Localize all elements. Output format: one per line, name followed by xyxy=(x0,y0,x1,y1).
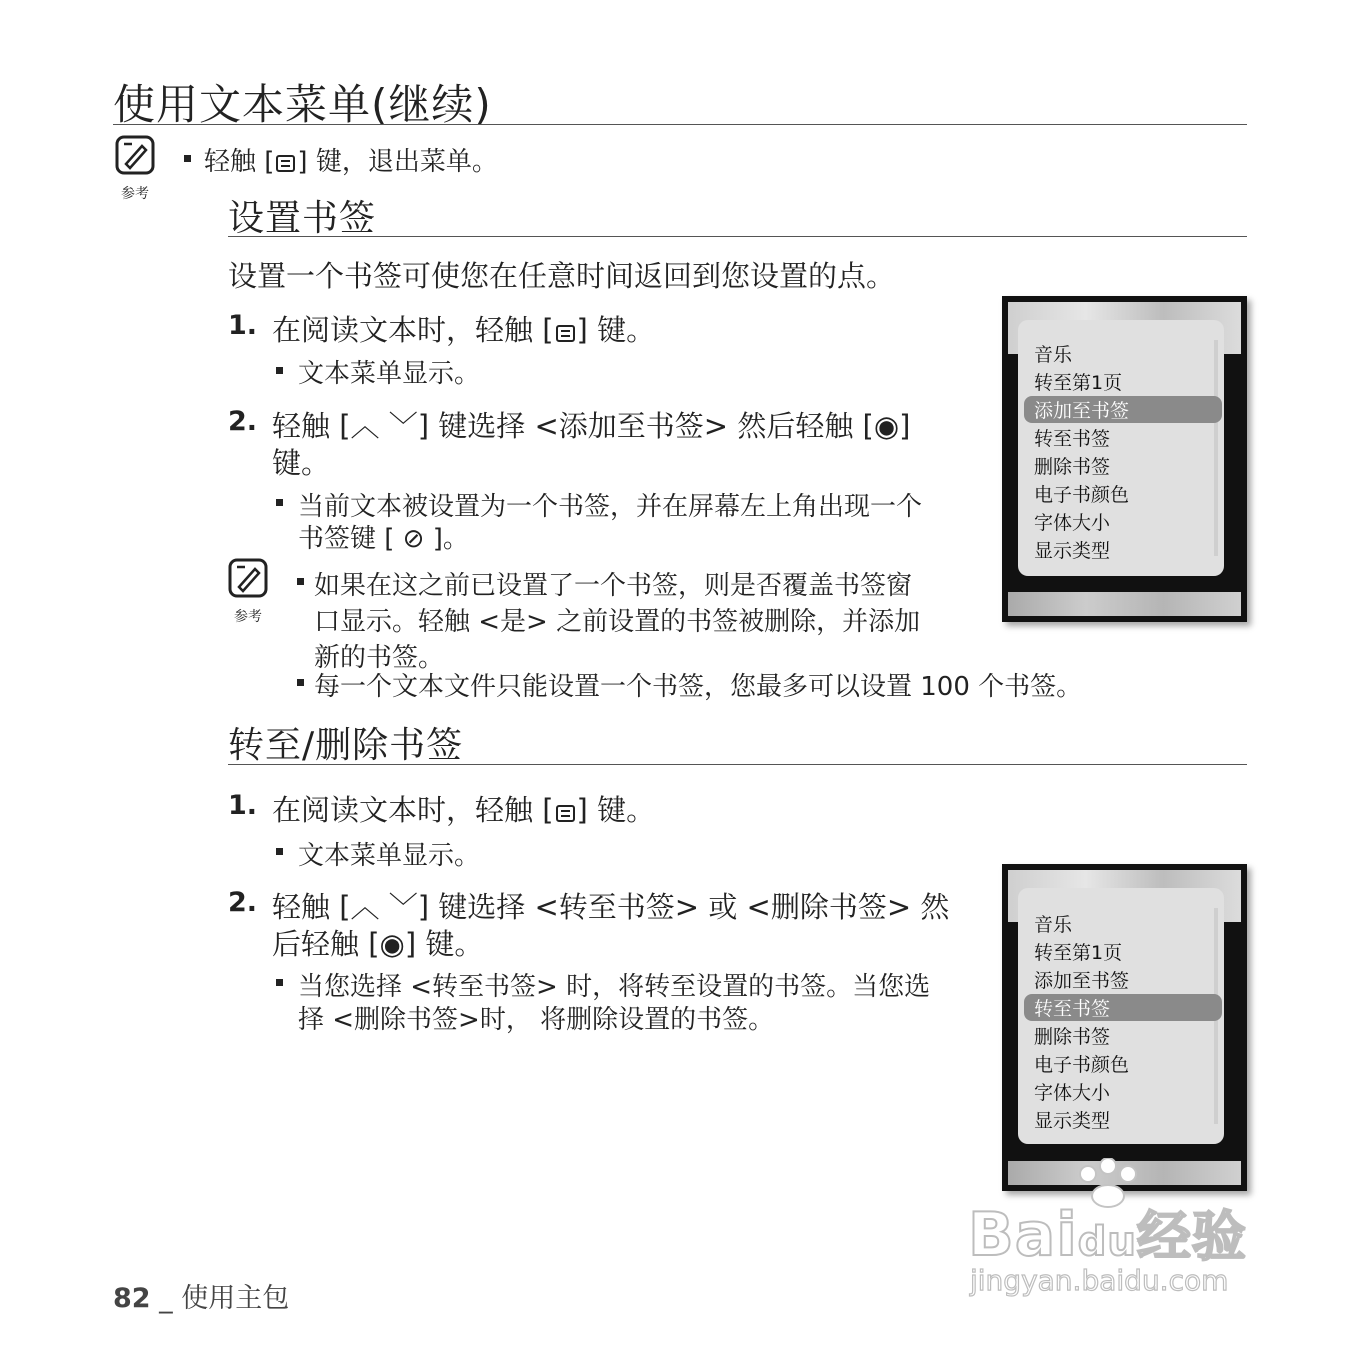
s2-step1-text: 在阅读文本时，轻触 [ ] 键。 xyxy=(272,793,656,827)
watermark-brand-cn: 经验 xyxy=(1136,1205,1247,1268)
page-title: 使用文本菜单(继续) xyxy=(113,80,492,129)
menu-item-goto-page1[interactable]: 转至第1页 xyxy=(1034,372,1123,394)
s2-step1-bullet: 文本菜单显示。 xyxy=(298,841,481,871)
bullet xyxy=(276,979,283,986)
device-screen-1 xyxy=(1002,296,1247,622)
menu-item-goto-bookmark[interactable]: 转至书签 xyxy=(1034,998,1111,1020)
s1-step2-number: 2. xyxy=(228,406,258,437)
bullet xyxy=(276,848,283,855)
section2-rule xyxy=(228,764,1247,765)
device-screen-2 xyxy=(1002,864,1247,1191)
menu-item-ebook-color[interactable]: 电子书颜色 xyxy=(1034,484,1130,506)
menu-item-delete-bookmark[interactable]: 删除书签 xyxy=(1034,456,1111,478)
menu-key-icon xyxy=(276,155,295,172)
menu-panel xyxy=(1018,888,1224,1144)
s2-step2-bullet-line1: 当您选择 <转至书签> 时，将转至设置的书签。当您选 xyxy=(298,972,931,1002)
menu-item-font-size[interactable]: 字体大小 xyxy=(1034,1082,1111,1104)
watermark-brand-bai: Bai xyxy=(968,1200,1078,1270)
note-pencil-icon xyxy=(227,557,269,601)
footer-label: 使用主包 xyxy=(181,1283,290,1314)
s1-step1-number: 1. xyxy=(228,310,258,341)
title-rule xyxy=(113,124,1247,125)
menu-item-music[interactable]: 音乐 xyxy=(1034,914,1073,936)
menu-item-font-size[interactable]: 字体大小 xyxy=(1034,512,1111,534)
menu-item-goto-page1[interactable]: 转至第1页 xyxy=(1034,942,1123,964)
s2-step1-number: 1. xyxy=(228,790,258,821)
s1-step2-line1: 轻触 [︿ ﹀] 键选择 <添加至书签> 然后轻触 [◉] xyxy=(272,409,911,443)
s1-step2-bullet-line2: 书签键 [ ⊘ ]。 xyxy=(298,524,469,554)
s1-note-line1: 如果在这之前已设置了一个书签，则是否覆盖书签窗 xyxy=(314,571,913,601)
menu-item-goto-bookmark[interactable]: 转至书签 xyxy=(1034,428,1111,450)
page-number: 82 xyxy=(113,1283,151,1314)
footer-separator: _ xyxy=(159,1283,173,1314)
menu-item-display-type[interactable]: 显示类型 xyxy=(1034,1110,1111,1132)
watermark-brand-du: du xyxy=(1077,1219,1137,1265)
note-pencil-icon xyxy=(114,134,156,178)
s1-step1-bullet: 文本菜单显示。 xyxy=(298,359,481,389)
screen-bottom-band xyxy=(1008,592,1241,616)
bullet xyxy=(276,367,283,374)
menu-key-icon xyxy=(556,805,575,822)
note-label: 参考 xyxy=(121,186,149,202)
menu-scrollbar[interactable] xyxy=(1214,340,1218,556)
s1-note-line4: 每一个文本文件只能设置一个书签，您最多可以设置 100 个书签。 xyxy=(314,672,1083,702)
menu-item-add-bookmark[interactable]: 添加至书签 xyxy=(1034,970,1130,992)
s2-step2-number: 2. xyxy=(228,887,258,918)
bullet xyxy=(184,155,191,162)
menu-item-delete-bookmark[interactable]: 删除书签 xyxy=(1034,1026,1111,1048)
watermark-url: jingyan.baidu.com xyxy=(970,1264,1229,1297)
bullet xyxy=(297,679,304,686)
note-label: 参考 xyxy=(234,609,262,625)
section2-title: 转至/删除书签 xyxy=(228,725,464,766)
menu-item-ebook-color[interactable]: 电子书颜色 xyxy=(1034,1054,1130,1076)
section1-intro: 设置一个书签可使您在任意时间返回到您设置的点。 xyxy=(228,259,896,293)
paw-icon xyxy=(1070,1158,1146,1208)
s2-step2-bullet-line2: 择 <删除书签>时， 将删除设置的书签。 xyxy=(298,1005,775,1035)
menu-item-add-bookmark[interactable]: 添加至书签 xyxy=(1034,400,1130,422)
s1-note-line2: 口显示。轻触 <是> 之前设置的书签被删除，并添加 xyxy=(314,607,921,637)
bullet xyxy=(276,499,283,506)
s2-step2-line1: 轻触 [︿ ﹀] 键选择 <转至书签> 或 <删除书签> 然 xyxy=(272,890,950,924)
top-note-text: 轻触 [ ] 键，退出菜单。 xyxy=(204,147,498,177)
section1-rule xyxy=(228,236,1247,237)
s1-step2-line2: 键。 xyxy=(272,446,331,480)
menu-panel xyxy=(1018,320,1224,576)
menu-item-music[interactable]: 音乐 xyxy=(1034,344,1073,366)
baidu-watermark xyxy=(968,1194,1247,1271)
menu-item-display-type[interactable]: 显示类型 xyxy=(1034,540,1111,562)
s1-note-line3: 新的书签。 xyxy=(314,643,445,673)
s1-step1-text: 在阅读文本时，轻触 [ ] 键。 xyxy=(272,313,656,347)
menu-key-icon xyxy=(556,325,575,342)
bullet xyxy=(297,578,304,585)
section1-title: 设置书签 xyxy=(228,198,377,239)
s2-step2-line2: 后轻触 [◉] 键。 xyxy=(272,927,484,961)
s1-step2-bullet-line1: 当前文本被设置为一个书签，并在屏幕左上角出现一个 xyxy=(298,492,923,522)
page-footer xyxy=(113,1276,289,1315)
